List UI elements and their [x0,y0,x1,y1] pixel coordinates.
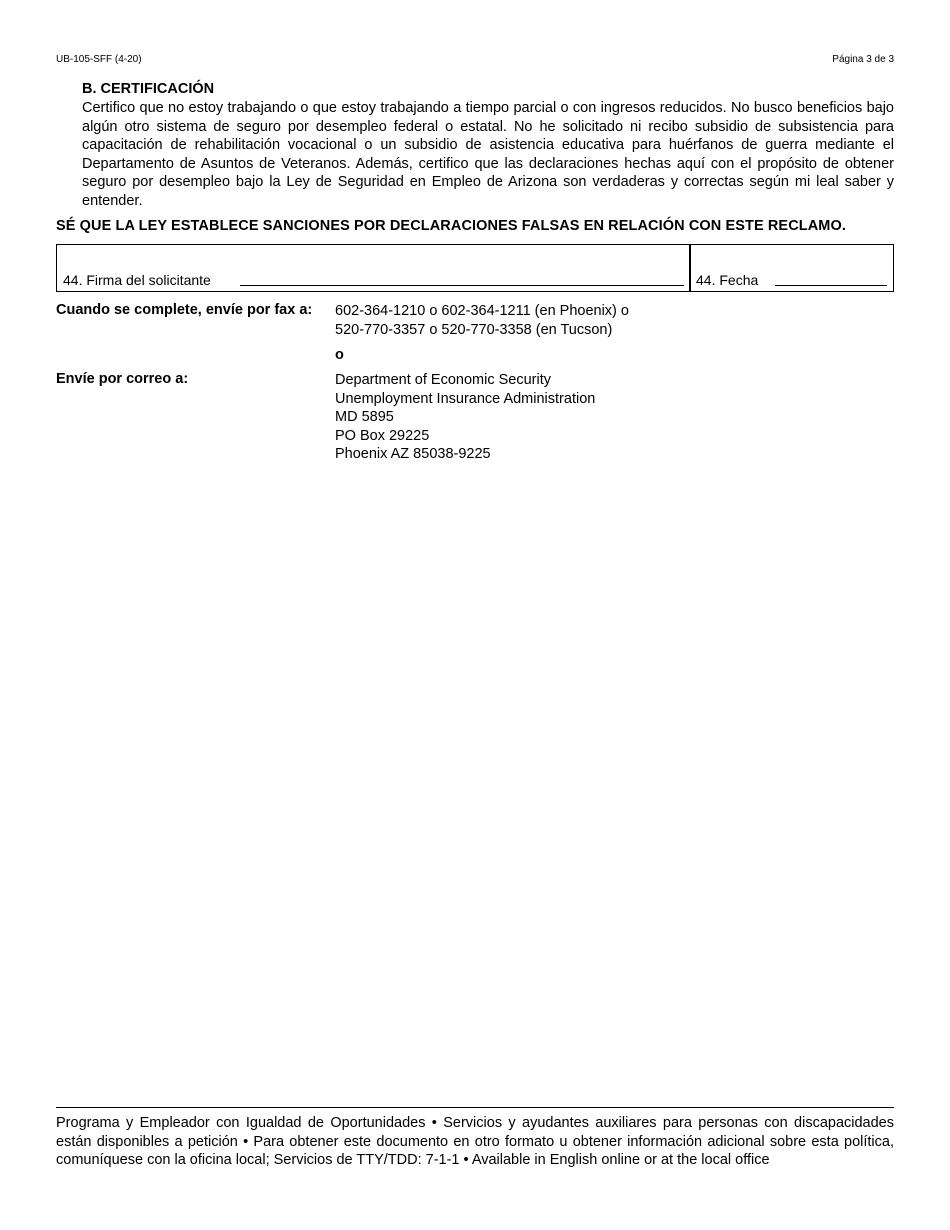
signature-field[interactable] [240,285,684,286]
penalty-warning: SÉ QUE LA LEY ESTABLECE SANCIONES POR DECLARACIONES FALSAS EN RELACIÓN CON ESTE RECLAMO. [56,218,846,234]
address-line: Unemployment Insurance Administration [335,390,596,407]
footer-divider [56,1107,894,1108]
page-number: Página 3 de 3 [832,54,894,65]
or-separator: o [335,347,344,363]
certification-text: Certifico que no estoy trabajando o que estoy trabajando a tiempo parcial o con ingresos reducidos. No busco beneficios bajo algún otro sistema de seguro por desempleo federal o estatal. No he solicitado ni recibo subsidio de subsistencia para capacitación de rehabilitación vocacional o un subsidio de asistencia educativa para huérfanos de guerra mediante el Departamento de Asuntos de Veteranos. Además, certifico que las declaraciones hechas aquí con el propósito de obtener seguro por desempleo bajo la Ley de Seguridad en Empleo de Arizona son verdaderas y correctas según mi leal saber y entender. [82,100,894,209]
address-line: MD 5895 [335,409,394,426]
address-line: Department of Economic Security [335,372,551,388]
footer-text: Programa y Empleador con Igualdad de Oportunidades • Servicios y ayudantes auxiliares para personas con discapacidades están disponibles a petición • Para obtener este documento en otro formato u obtener información adicional sobre esta política, comuníquese con la oficina local; Servicios de TTY/TDD: 7-1-1 • Available in English online or at the local office [56,1115,894,1169]
date-label: 44. Fecha [696,272,759,288]
form-id: UB-105-SFF (4-20) [56,54,142,65]
date-field[interactable] [775,285,887,286]
signature-label: 44. Firma del solicitante [63,272,211,288]
signature-box [56,244,894,292]
mailing-address [335,371,595,464]
fax-numbers-phoenix: 602-364-1210 o 602-364-1211 (en Phoenix) o [335,303,629,319]
fax-numbers-tucson: 520-770-3357 o 520-770-3358 (en Tucson) [335,322,613,338]
address-line: Phoenix AZ 85038-9225 [335,446,491,463]
certification-title: B. CERTIFICACIÓN [82,81,215,97]
address-line: PO Box 29225 [335,427,430,444]
fax-label: Cuando se complete, envíe por fax a: [56,302,313,318]
mail-label: Envíe por correo a: [56,371,189,387]
signature-divider [689,245,691,291]
